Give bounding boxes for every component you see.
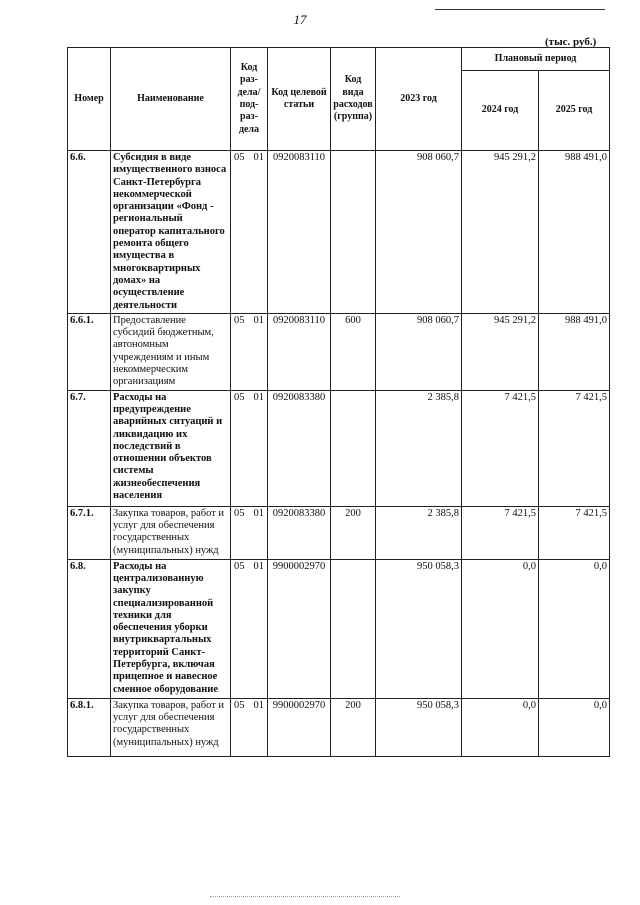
row-subsection-code: 01: [253, 314, 264, 326]
row-name: Расходы на предупреждение аварийных ситуаций и ликвидацию их последствий в отношении объектов системы жизнеобеспечения населения: [111, 390, 231, 506]
row-expense-type: 200: [331, 698, 376, 756]
row-target: 0920083110: [268, 151, 331, 314]
row-target: 9900002970: [268, 559, 331, 698]
row-target: 0920083380: [268, 506, 331, 559]
table-row: [68, 559, 610, 698]
row-name: Предоставление субсидий бюджетным, автономным учреждениям и иным некоммерческим организациям: [111, 313, 231, 390]
row-section: [231, 698, 268, 756]
row-value-2023: 908 060,7: [376, 151, 462, 314]
row-number: 6.8.1.: [68, 698, 111, 756]
row-section-code: 05: [234, 699, 245, 711]
header-target: Код целевой статьи: [268, 48, 331, 151]
header-2023: 2023 год: [376, 48, 462, 151]
row-section-code: 05: [234, 152, 245, 163]
row-expense-type: [331, 151, 376, 314]
header-row-top: [68, 48, 610, 71]
row-value-2024: 0,0: [462, 698, 539, 756]
row-section: [231, 151, 268, 314]
row-name: Закупка товаров, работ и услуг для обеспечения государственных (муниципальных) нужд: [111, 506, 231, 559]
row-section-code: 05: [234, 560, 245, 572]
row-value-2025: 988 491,0: [539, 313, 610, 390]
units-label: (тыс. руб.): [545, 36, 597, 48]
row-value-2024: 0,0: [462, 559, 539, 698]
row-value-2025: 7 421,5: [539, 506, 610, 559]
row-number: 6.7.: [68, 390, 111, 506]
row-value-2025: 0,0: [539, 698, 610, 756]
row-value-2025: 0,0: [539, 559, 610, 698]
row-number: 6.6.1.: [68, 313, 111, 390]
row-section-code: 05: [234, 507, 245, 519]
table-row: [68, 313, 610, 390]
footer-mark: [210, 896, 400, 897]
row-value-2023: 950 058,3: [376, 559, 462, 698]
header-section: Код раз-дела/ под-раз-дела: [231, 48, 268, 151]
row-subsection-code: 01: [253, 391, 264, 403]
row-subsection-code: 01: [253, 507, 264, 519]
row-target: 0920083380: [268, 390, 331, 506]
row-expense-type: 600: [331, 313, 376, 390]
header-name: Наименование: [111, 48, 231, 151]
row-section: [231, 559, 268, 698]
header-planned-period: Плановый период: [462, 48, 610, 71]
row-section: [231, 390, 268, 506]
row-value-2023: 950 058,3: [376, 698, 462, 756]
row-value-2023: 908 060,7: [376, 313, 462, 390]
row-value-2023: 2 385,8: [376, 506, 462, 559]
row-name: Закупка товаров, работ и услуг для обеспечения государственных (муниципальных) нужд: [111, 698, 231, 756]
top-rule: [435, 9, 605, 10]
header-2024: 2024 год: [462, 71, 539, 151]
table-row: [68, 390, 610, 506]
row-expense-type: 200: [331, 506, 376, 559]
row-value-2025: 988 491,0: [539, 151, 610, 314]
page-number: 17: [293, 12, 307, 27]
row-section: [231, 506, 268, 559]
row-value-2024: 7 421,5: [462, 390, 539, 506]
row-value-2023: 2 385,8: [376, 390, 462, 506]
row-section: [231, 313, 268, 390]
table-row: [68, 698, 610, 756]
row-section-code: 05: [234, 391, 245, 403]
row-expense-type: [331, 390, 376, 506]
header-expense-type: Код вида расходов (группа): [331, 48, 376, 151]
table-row: [68, 506, 610, 559]
row-name: Расходы на централизованную закупку специализированной техники для обеспечения уборки внутриквартальных территорий Санкт-Петербурга, включая прицепное и навесное сменное оборудование: [111, 559, 231, 698]
row-value-2024: 945 291,2: [462, 151, 539, 314]
header-2025: 2025 год: [539, 71, 610, 151]
row-value-2024: 945 291,2: [462, 313, 539, 390]
row-value-2025: 7 421,5: [539, 390, 610, 506]
table-row: [68, 151, 610, 314]
row-number: 6.8.: [68, 559, 111, 698]
row-expense-type: [331, 559, 376, 698]
row-subsection-code: 01: [253, 152, 264, 163]
row-target: 9900002970: [268, 698, 331, 756]
row-target: 0920083110: [268, 313, 331, 390]
row-value-2024: 7 421,5: [462, 506, 539, 559]
table-body: [68, 151, 610, 757]
header-number: Номер: [68, 48, 111, 151]
budget-table: [67, 47, 610, 757]
row-number: 6.6.: [68, 151, 111, 314]
row-subsection-code: 01: [253, 699, 264, 711]
row-number: 6.7.1.: [68, 506, 111, 559]
row-section-code: 05: [234, 314, 245, 326]
row-subsection-code: 01: [253, 560, 264, 572]
row-name: Субсидия в виде имущественного взноса Санкт-Петербурга некоммерческой организации «Фонд - региональный оператор капитального ремонта общего имущества в многоквартирных домах» на осуществление деятельности: [111, 151, 231, 314]
